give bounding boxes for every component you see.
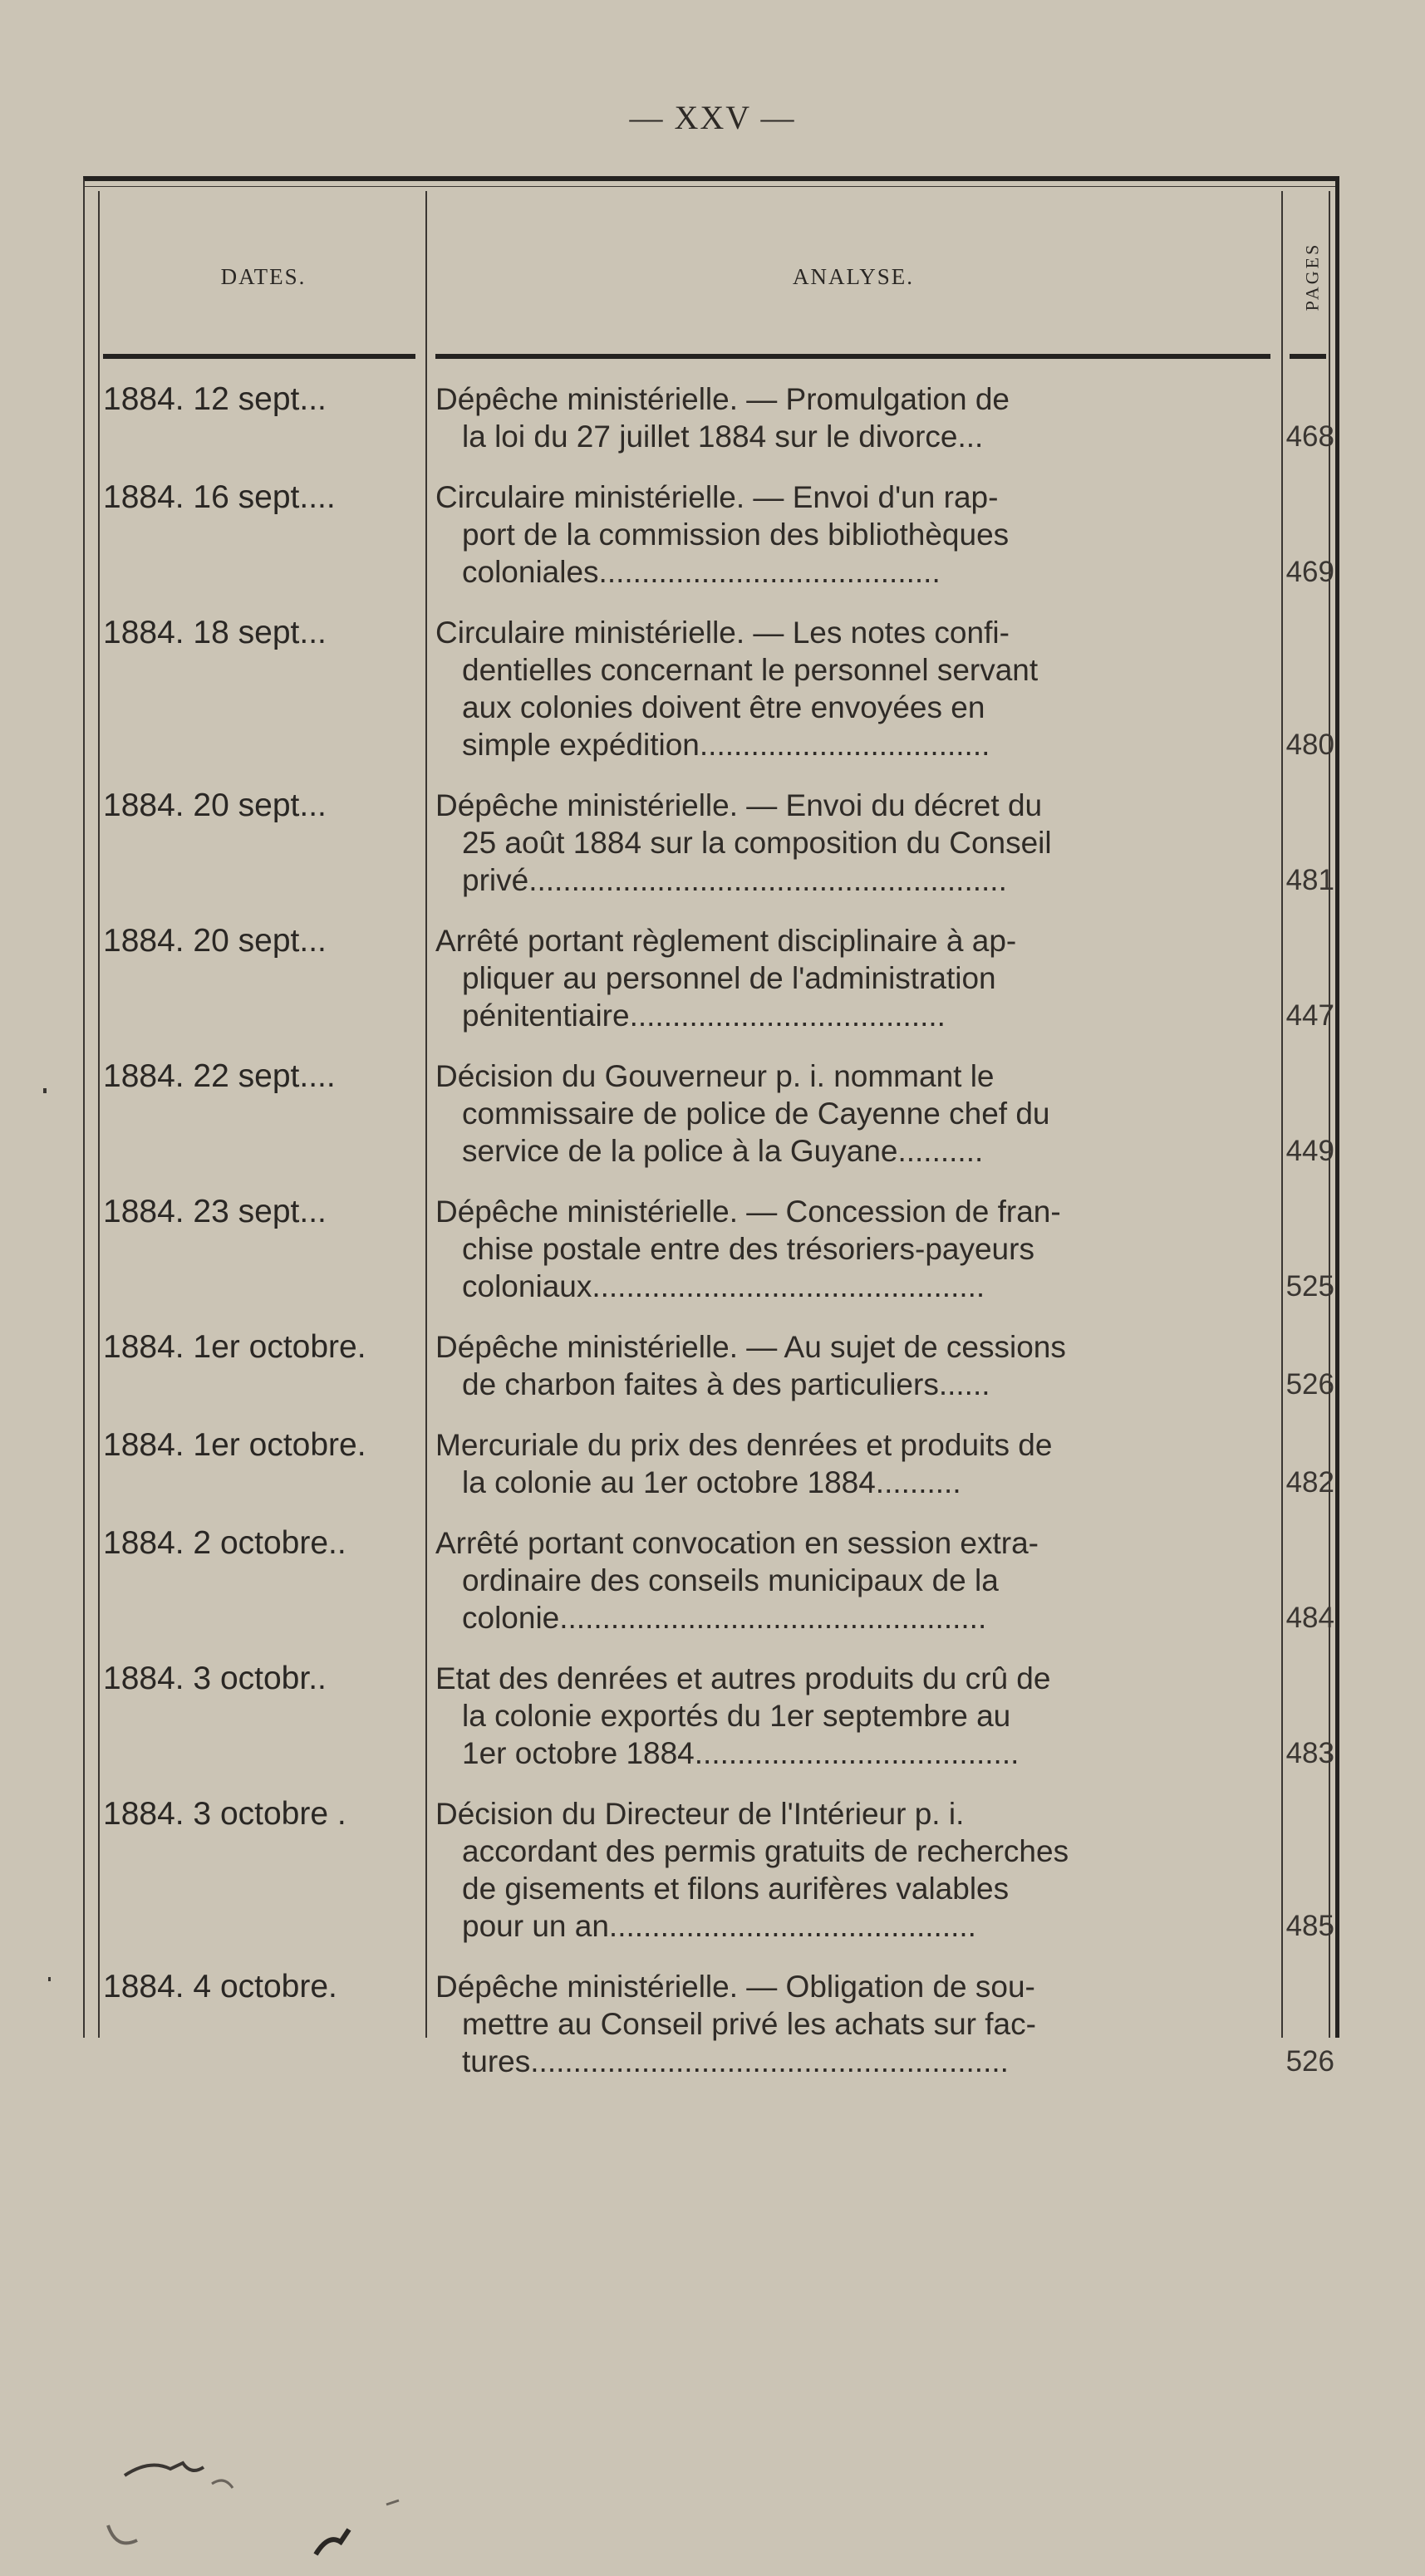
entry-page-number: 484 — [1285, 1602, 1334, 1634]
entry-analysis — [435, 380, 1266, 455]
analysis-line: Circulaire ministérielle. — Les notes confi- — [435, 616, 1010, 650]
entry-date: 1884. 1er octobre. — [103, 1427, 366, 1463]
entry-page-number: 482 — [1285, 1466, 1334, 1499]
entry-analysis — [435, 1328, 1266, 1403]
analysis-line: Dépêche ministérielle. — Concession de fran- — [435, 1195, 1061, 1229]
analysis-line: la colonie exportés du 1er septembre au — [462, 1699, 1011, 1733]
analysis-line: de gisements et filons aurifères valables — [462, 1872, 1010, 1906]
entry-page-number: 485 — [1285, 1910, 1334, 1942]
entry-analysis — [435, 478, 1266, 591]
entry-date: 1884. 1er octobre. — [103, 1329, 366, 1365]
entry-date: 1884. 4 octobre. — [103, 1969, 337, 2004]
entry-page-number: 469 — [1285, 556, 1334, 588]
entry-analysis — [435, 614, 1266, 763]
analysis-line: service de la police à la Guyane.......... — [462, 1134, 984, 1168]
analysis-line: colonie.................................................. — [462, 1601, 987, 1635]
column-divider-dates — [425, 191, 427, 2038]
analysis-line: la colonie au 1er octobre 1884.......... — [462, 1465, 961, 1499]
entry-date: 1884. 3 octobre . — [103, 1796, 346, 1832]
frame-inner-rule — [85, 186, 1335, 187]
entry-analysis — [435, 1057, 1266, 1170]
entry-date: 1884. 18 sept... — [103, 615, 327, 650]
entry-date: 1884. 20 sept... — [103, 923, 327, 959]
entry-analysis — [435, 1795, 1266, 1945]
entry-page-number: 526 — [1285, 2045, 1334, 2078]
analysis-line: port de la commission des bibliothèques — [462, 518, 1010, 552]
header-rule-pages — [1290, 354, 1326, 359]
analysis-line: simple expédition.................................. — [462, 728, 990, 762]
entry-date: 1884. 16 sept.... — [103, 479, 336, 515]
entry-analysis — [435, 1524, 1266, 1636]
analysis-line: coloniaux.............................................. — [462, 1269, 985, 1303]
analysis-line: privé........................................................ — [462, 863, 1007, 897]
analysis-line: Dépêche ministérielle. — Au sujet de cessions — [435, 1330, 1066, 1364]
analysis-line: Décision du Directeur de l'Intérieur p. i. — [435, 1797, 965, 1831]
entry-date: 1884. 3 octobr.. — [103, 1661, 327, 1696]
analysis-line: dentielles concernant le personnel servant — [462, 653, 1039, 687]
analysis-line: Circulaire ministérielle. — Envoi d'un rap- — [435, 480, 999, 514]
analysis-line: Mercuriale du prix des denrées et produits de — [435, 1428, 1053, 1462]
analysis-line: la loi du 27 juillet 1884 sur le divorce... — [462, 420, 984, 454]
entry-date: 1884. 22 sept.... — [103, 1058, 336, 1094]
entry-page-number: 468 — [1285, 420, 1334, 453]
analysis-line: commissaire de police de Cayenne chef du — [462, 1097, 1050, 1131]
entry-date: 1884. 20 sept... — [103, 788, 327, 823]
analysis-line: Dépêche ministérielle. — Promulgation de — [435, 382, 1010, 416]
analysis-line: ordinaire des conseils municipaux de la — [462, 1563, 999, 1597]
analysis-line: tures........................................................ — [462, 2044, 1009, 2078]
analysis-line: Dépêche ministérielle. — Obligation de sou- — [435, 1970, 1035, 2004]
entry-analysis — [435, 787, 1266, 899]
column-header-analyse: ANALYSE. — [792, 264, 915, 289]
entry-analysis — [435, 922, 1266, 1034]
entry-page-number: 449 — [1285, 1135, 1334, 1167]
entry-page-number: 447 — [1285, 999, 1334, 1032]
analysis-line: pliquer au personnel de l'administration — [462, 961, 996, 995]
header-rule-analyse — [435, 354, 1270, 359]
analysis-line: chise postale entre des trésoriers-payeurs — [462, 1232, 1034, 1266]
entry-date: 1884. 2 octobre.. — [103, 1525, 346, 1561]
entry-page-number: 526 — [1285, 1368, 1334, 1401]
entry-page-number: 525 — [1285, 1270, 1334, 1303]
entry-date: 1884. 23 sept... — [103, 1194, 327, 1229]
column-header-pages: PAGES — [1301, 242, 1323, 312]
analysis-line: Décision du Gouverneur p. i. nommant le — [435, 1059, 995, 1093]
margin-speck — [43, 1088, 47, 1093]
analysis-line: Etat des denrées et autres produits du crû de — [435, 1661, 1051, 1695]
analysis-line: coloniales........................................ — [462, 555, 941, 589]
outer-left-rule — [98, 191, 100, 2038]
analysis-line: pénitentiaire..................................... — [462, 999, 946, 1033]
analysis-line: Dépêche ministérielle. — Envoi du décret du — [435, 788, 1043, 822]
entry-page-number: 483 — [1285, 1737, 1334, 1769]
entry-analysis — [435, 1193, 1266, 1305]
entry-page-number: 481 — [1285, 864, 1334, 896]
analysis-line: 1er octobre 1884...................................... — [462, 1736, 1020, 1770]
page-header: — XXV — — [629, 99, 796, 136]
entry-analysis — [435, 1660, 1266, 1772]
ink-scribble-mark — [91, 2426, 440, 2567]
entry-page-number: 480 — [1285, 729, 1334, 761]
analysis-line: mettre au Conseil privé les achats sur fac- — [462, 2007, 1036, 2041]
margin-speck — [48, 1977, 51, 1981]
column-header-dates: DATES. — [220, 264, 307, 289]
entry-analysis — [435, 1426, 1266, 1501]
analysis-line: de charbon faites à des particuliers...... — [462, 1367, 990, 1401]
analysis-line: aux colonies doivent être envoyées en — [462, 690, 985, 724]
analysis-line: Arrêté portant convocation en session extra- — [435, 1526, 1039, 1560]
entry-analysis — [435, 1968, 1266, 2080]
analysis-line: accordant des permis gratuits de recherches — [462, 1834, 1069, 1868]
analysis-line: Arrêté portant règlement disciplinaire à ap- — [435, 924, 1017, 958]
entry-date: 1884. 12 sept... — [103, 381, 327, 417]
analysis-line: 25 août 1884 sur la composition du Conseil — [462, 826, 1052, 860]
header-rule-dates — [103, 354, 415, 359]
table-frame — [83, 176, 1339, 2078]
analysis-line: pour un an........................................... — [462, 1909, 976, 1943]
